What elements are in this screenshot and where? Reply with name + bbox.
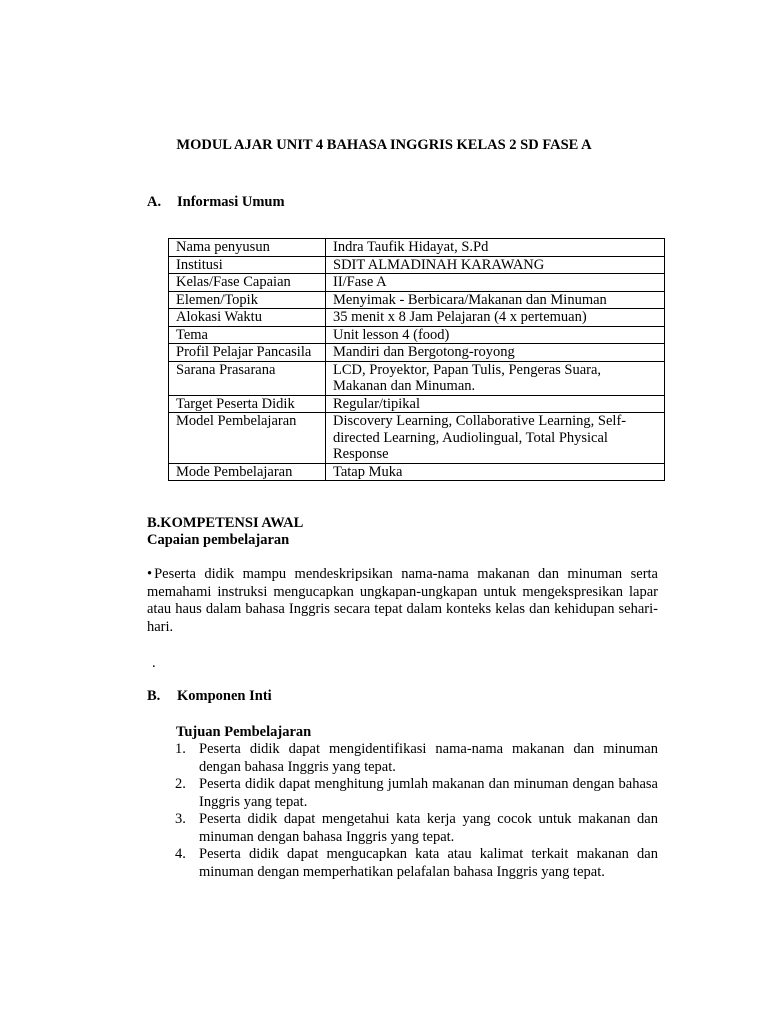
goal-text: Peserta didik dapat mengidentifikasi nama-nama makanan dan minuman dengan bahasa Inggris yang tepat. [199,741,658,775]
tujuan-subheading: Tujuan Pembelajaran [176,724,312,740]
goal-text: Peserta didik dapat mengucapkan kata atau kalimat terkait makanan dan minuman dengan memperhatikan pelafalan bahasa Inggris yang tepat. [199,846,658,880]
capaian-paragraph [147,566,658,636]
info-table [168,238,665,481]
table-row [169,326,665,344]
info-key: Mode Pembelajaran [169,463,326,481]
info-key: Elemen/Topik [169,291,326,309]
info-value: Mandiri dan Bergotong-royong [326,344,665,362]
goal-text: Peserta didik dapat mengetahui kata kerja yang cocok untuk makanan dan minuman dengan bahasa Inggris yang tepat. [199,811,658,845]
section-b2-heading [147,688,272,705]
capaian-text: Peserta didik mampu mendeskripsikan nama-nama makanan dan minuman serta memahami instruksi mengucapkan ungkapan-ungkapan untuk mengekspresikan lapar atau haus dalam bahasa Inggris secara tepat dalam konteks kelas dan kehidupan sehari-hari. [147,566,658,635]
goal-number: 3. [175,811,186,827]
info-key: Alokasi Waktu [169,309,326,327]
info-value: Indra Taufik Hidayat, S.Pd [326,239,665,257]
goal-text: Peserta didik dapat menghitung jumlah makanan dan minuman dengan bahasa Inggris yang tepat. [199,776,658,810]
table-row [169,463,665,481]
info-value: Discovery Learning, Collaborative Learning, Self-directed Learning, Audiolingual, Total Physical Response [326,413,665,464]
section-a-title: Informasi Umum [177,194,285,210]
info-value: Unit lesson 4 (food) [326,326,665,344]
table-row [169,291,665,309]
table-row [169,239,665,257]
goals-list [175,741,658,881]
list-item [175,811,658,846]
goal-number: 2. [175,776,186,792]
section-b2-title: Komponen Inti [177,688,272,704]
info-key: Target Peserta Didik [169,395,326,413]
capaian-subheading: Capaian pembelajaran [147,532,290,548]
table-row [169,413,665,464]
info-key: Sarana Prasarana [169,361,326,395]
table-row [169,344,665,362]
info-value: II/Fase A [326,274,665,292]
info-key: Kelas/Fase Capaian [169,274,326,292]
list-item [175,776,658,811]
table-row [169,361,665,395]
info-value: LCD, Proyektor, Papan Tulis, Pengeras Suara, Makanan dan Minuman. [326,361,665,395]
info-key: Profil Pelajar Pancasila [169,344,326,362]
table-row [169,256,665,274]
info-key: Nama penyusun [169,239,326,257]
table-row [169,309,665,327]
table-row [169,274,665,292]
list-item [175,741,658,776]
info-value: Tatap Muka [326,463,665,481]
stray-dot: . [152,655,156,671]
info-key: Tema [169,326,326,344]
info-value: SDIT ALMADINAH KARAWANG [326,256,665,274]
section-a-letter: A. [147,194,162,210]
table-row [169,395,665,413]
info-key: Model Pembelajaran [169,413,326,464]
document-title: MODUL AJAR UNIT 4 BAHASA INGGRIS KELAS 2 SD FASE A [176,137,592,153]
section-b2-letter: B. [147,688,161,704]
goal-number: 4. [175,846,186,862]
info-value: Menyimak - Berbicara/Makanan dan Minuman [326,291,665,309]
info-value: Regular/tipikal [326,395,665,413]
list-item [175,846,658,881]
section-a-heading [147,194,285,211]
bullet-icon: • [147,566,153,582]
section-b1-heading: B.KOMPETENSI AWAL [147,515,304,531]
goal-number: 1. [175,741,186,757]
info-value: 35 menit x 8 Jam Pelajaran (4 x pertemuan) [326,309,665,327]
info-key: Institusi [169,256,326,274]
